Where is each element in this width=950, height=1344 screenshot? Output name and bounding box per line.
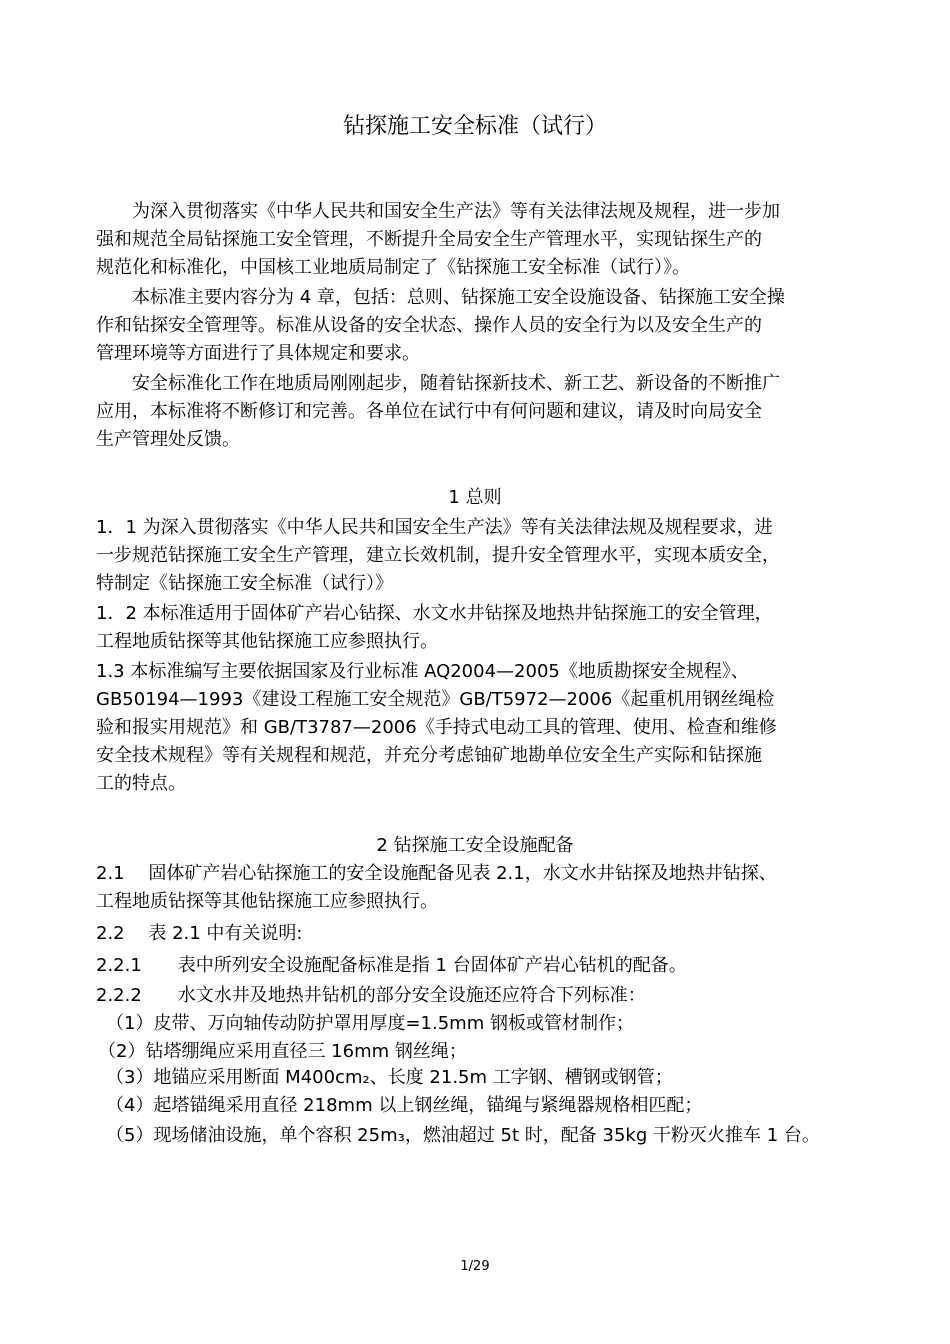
paragraph-line: 2.2 表 2.1 中有关说明: — [96, 923, 303, 944]
list-item: （1）皮带、万向轴传动防护罩用厚度=1.5mm 钢板或管材制作； — [106, 1013, 634, 1034]
section-heading: 2 钻探施工安全设施配备 — [376, 835, 574, 856]
paragraph-line: 1．2 本标准适用于固体矿产岩心钻探、水文水井钻探及地热井钻探施工的安全管理， — [96, 603, 773, 624]
paragraph-line: 强和规范全局钻探施工安全管理，不断提升全局安全生产管理水平，实现钻探生产的 — [96, 229, 762, 250]
list-item: （3）地锚应采用断面 M400cm₂、长度 21.5m 工字钢、槽钢或钢管； — [106, 1067, 673, 1088]
paragraph-line: 生产管理处反馈。 — [96, 429, 240, 450]
paragraph-line: 2.2.1 表中所列安全设施配备标准是指 1 台固体矿产岩心钻机的配备。 — [96, 955, 687, 976]
paragraph-line: 工程地质钻探等其他钻探施工应参照执行。 — [96, 891, 438, 912]
paragraph-line: 安全技术规程》等有关规程和规范，并充分考虑铀矿地勘单位安全生产实际和钻探施 — [96, 745, 762, 766]
paragraph-line: 1．1 为深入贯彻落实《中华人民共和国安全生产法》等有关法律法规及规程要求，进 — [96, 517, 773, 538]
paragraph-line: 2.1 固体矿产岩心钻探施工的安全设施配备见表 2.1，水文水井钻探及地热井钻探、 — [96, 863, 777, 884]
document-title: 钻探施工安全标准（试行） — [342, 114, 607, 139]
paragraph-line: 特制定《钻探施工安全标准（试行）》 — [96, 573, 393, 594]
section-heading: 1 总则 — [448, 487, 502, 508]
paragraph-line: 安全标准化工作在地质局刚刚起步，随着钻探新技术、新工艺、新设备的不断推广 — [132, 373, 780, 394]
list-item: （5）现场储油设施，单个容积 25m₃，燃油超过 5t 时，配备 35kg 干粉灭火推车 1 台。 — [106, 1125, 820, 1146]
paragraph-line: 规范化和标准化，中国核工业地质局制定了《钻探施工安全标准（试行）》。 — [96, 257, 690, 278]
paragraph-line: 2.2.2 水文水井及地热井钻机的部分安全设施还应符合下列标准： — [96, 985, 646, 1006]
list-item: （4）起塔锚绳采用直径 218mm 以上钢丝绳，锚绳与紧绳器规格相匹配； — [106, 1095, 703, 1116]
paragraph-line: 工程地质钻探等其他钻探施工应参照执行。 — [96, 631, 438, 652]
paragraph-line: 1.3 本标准编写主要依据国家及行业标准 AQ2004—2005《地质勘探安全规程》、 — [96, 661, 749, 682]
paragraph-line: 验和报实用规范》和 GB/T3787—2006《手持式电动工具的管理、使用、检查和维修 — [96, 717, 777, 738]
paragraph-line: 本标准主要内容分为 4 章，包括：总则、钻探施工安全设施设备、钻探施工安全操 — [132, 287, 785, 308]
paragraph-line: 作和钻探安全管理等。标准从设备的安全状态、操作人员的安全行为以及安全生产的 — [96, 315, 762, 336]
page-number: 1/29 — [460, 1259, 490, 1274]
paragraph-line: 为深入贯彻落实《中华人民共和国安全生产法》等有关法律法规及规程，进一步加 — [132, 201, 780, 222]
paragraph-line: 一步规范钻探施工安全生产管理，建立长效机制，提升安全管理水平，实现本质安全， — [96, 545, 780, 566]
paragraph-line: 应用，本标准将不断修订和完善。各单位在试行中有何问题和建议，请及时向局安全 — [96, 401, 762, 422]
paragraph-line: 工的特点。 — [96, 773, 186, 794]
paragraph-line: 管理环境等方面进行了具体规定和要求。 — [96, 343, 420, 364]
paragraph-line: GB50194—1993《建设工程施工安全规范》GB/T5972—2006《起重机用钢丝绳检 — [96, 689, 775, 710]
list-item: （2）钻塔绷绳应采用直径三 16mm 钢丝绳； — [98, 1041, 467, 1062]
